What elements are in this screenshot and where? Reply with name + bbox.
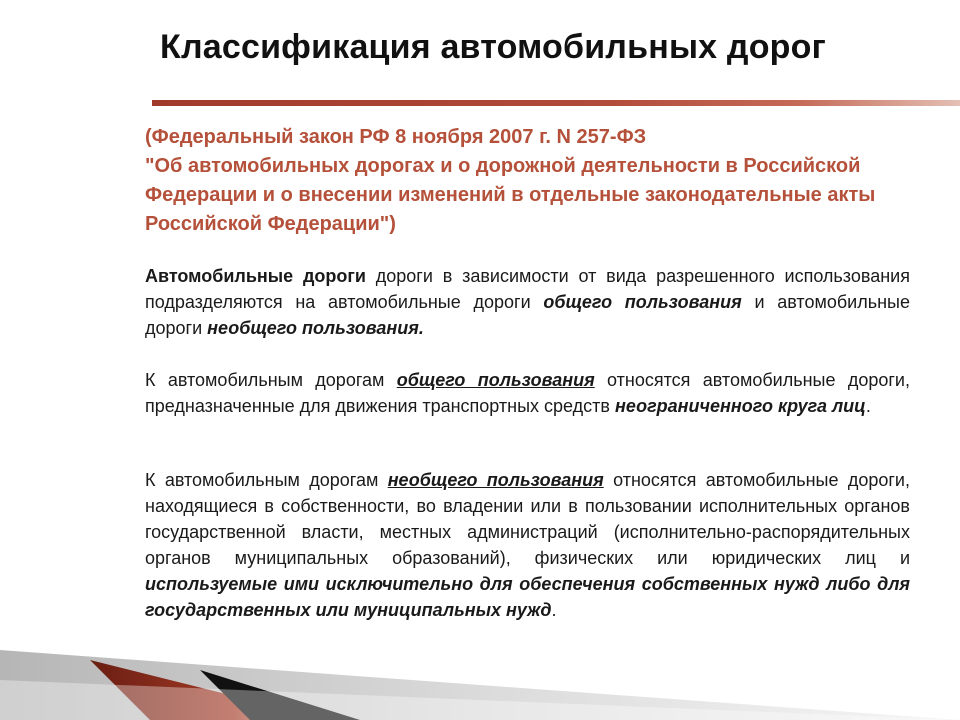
paragraph-definition	[145, 263, 910, 341]
text: относятся автомобильные дороги, находящиеся в собственности, во владении или в пользовании исполнительных органов государственной власти, местных администраций (исполнительно-распорядительных органов муниципальных образований), физических или юридических лиц и	[145, 470, 910, 568]
slide-title: Классификация автомобильных дорог	[160, 28, 826, 66]
paragraph-public-roads	[145, 367, 910, 419]
law-reference	[145, 123, 915, 239]
term-public-underlined: общего пользования	[396, 370, 595, 390]
text: К автомобильным дорогам	[145, 470, 388, 490]
text: и автомобильные дороги	[145, 292, 910, 338]
term-roads: Автомобильные дороги	[145, 266, 366, 286]
law-reference-line1: (Федеральный закон РФ 8 ноября 2007 г. N 257-ФЗ	[145, 126, 647, 148]
term-nonpublic: необщего пользования.	[207, 318, 424, 338]
term-nonpublic-underlined: необщего пользования	[387, 470, 604, 490]
corner-decoration	[0, 600, 960, 720]
text: .	[865, 396, 871, 416]
text: относятся автомобильные дороги, предназначенные для движения транспортных средств	[145, 370, 910, 416]
text: К автомобильным дорогам	[145, 370, 397, 390]
title-divider	[152, 100, 960, 106]
term-public: общего пользования	[543, 292, 742, 312]
text: .	[551, 600, 557, 620]
term-unlimited-persons: неограниченного круга лиц	[614, 396, 866, 416]
term-own-needs: используемые ими исключительно для обеспечения собственных нужд либо для государственных или муниципальных нужд	[145, 574, 910, 620]
law-reference-line2: "Об автомобильных дорогах и о дорожной деятельности в Российской Федерации и о внесении изменений в отдельные законодательные акты Российской Федерации")	[145, 155, 876, 235]
text: дороги в зависимости от вида разрешенного использования подразделяются на автомобильные дороги	[145, 266, 910, 312]
